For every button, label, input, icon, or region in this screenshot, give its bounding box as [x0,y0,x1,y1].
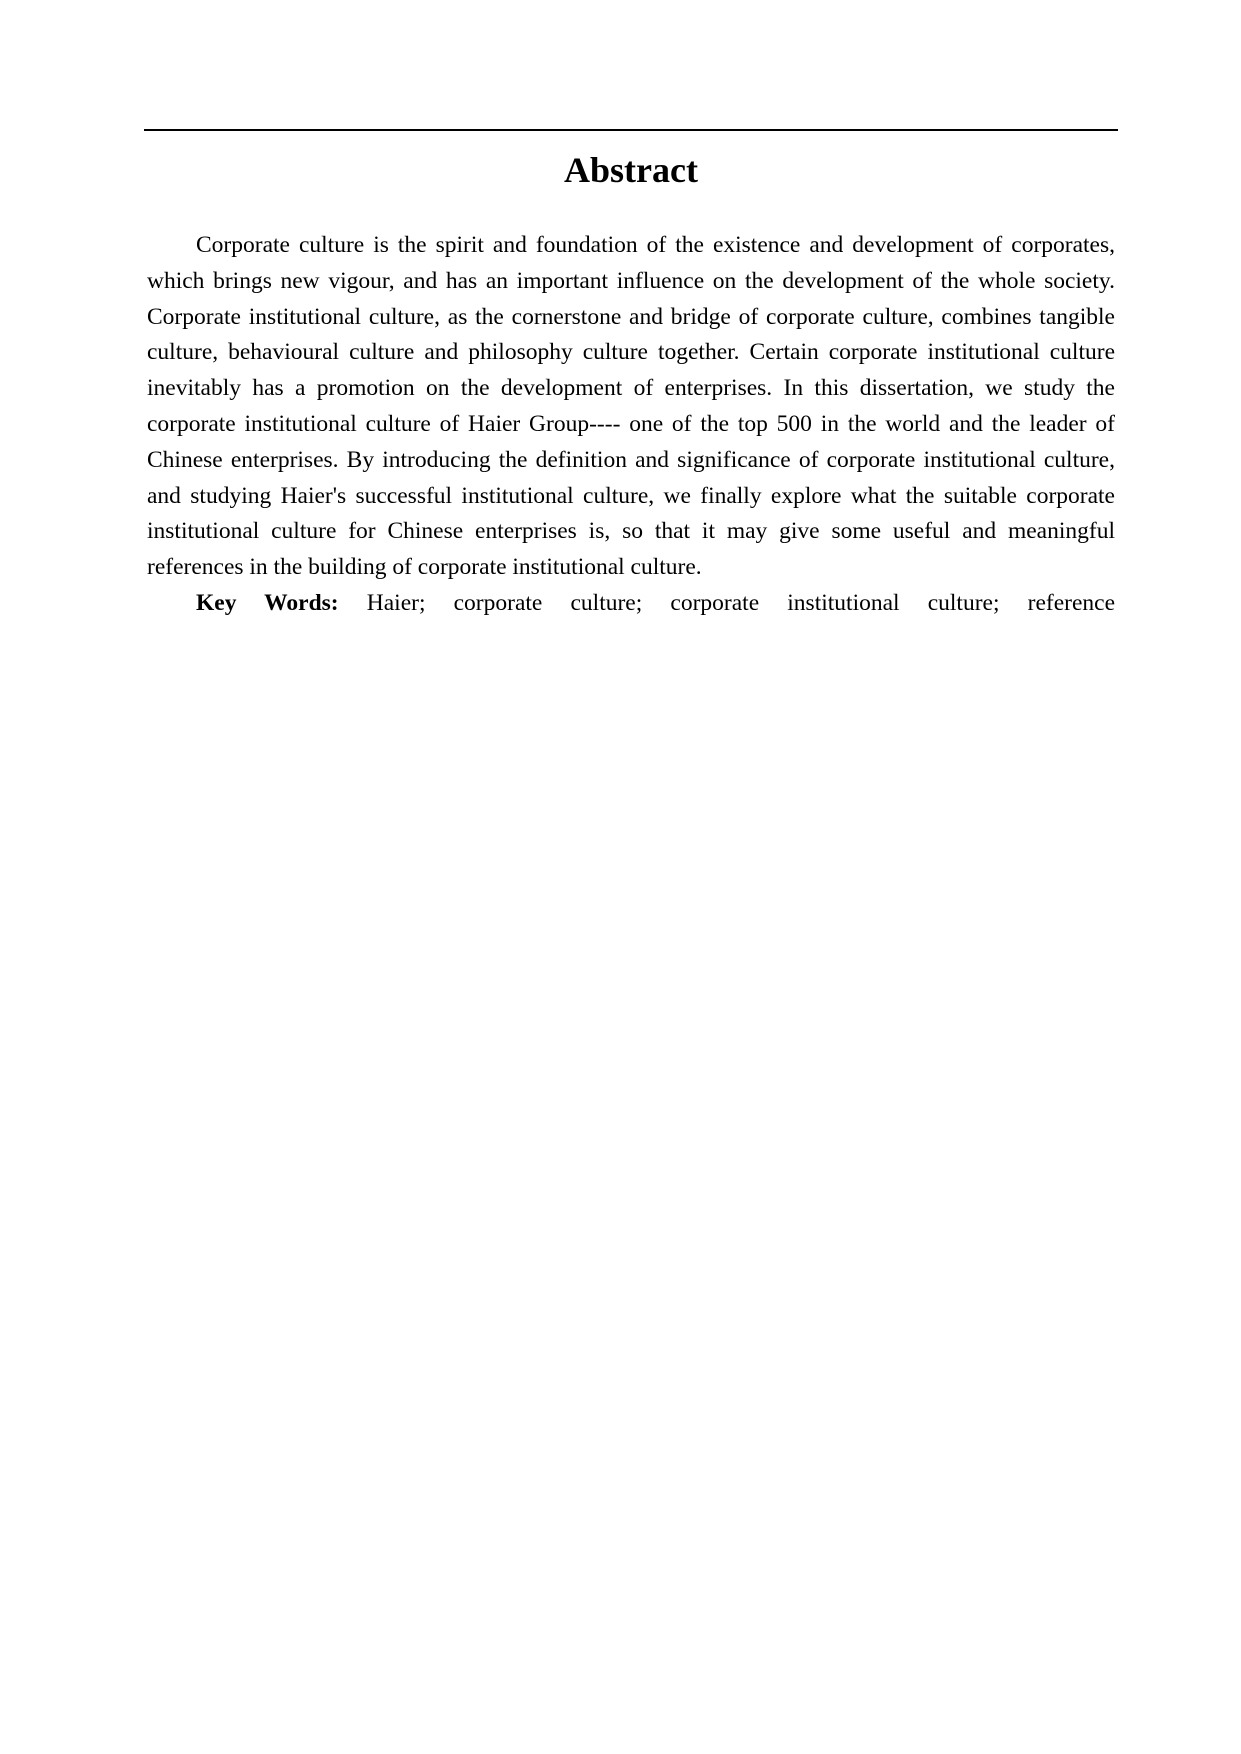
abstract-body [147,228,1115,622]
keywords-line [147,586,1115,622]
page-title: Abstract [564,150,698,190]
keywords-label: Key Words: [196,589,339,616]
header-rule [144,129,1118,131]
abstract-paragraph: Corporate culture is the spirit and foundation of the existence and development of corporates, which brings new vigour, and has an important influence on the development of the whole society. Corporate institutional culture, as the cornerstone and bridge of corporate culture, combines tangible culture, behavioural culture and philosophy culture together. Certain corporate institutional culture inevitably has a promotion on the development of enterprises. In this dissertation, we study the corporate institutional culture of Haier Group---- one of the top 500 in the world and the leader of Chinese enterprises. By introducing the definition and significance of corporate institutional culture, and studying Haier's successful institutional culture, we finally explore what the suitable corporate institutional culture for Chinese enterprises is, so that it may give some useful and meaningful references in the building of corporate institutional culture. [147,232,1115,581]
keywords-text: Haier; corporate culture; corporate institutional culture; reference [366,589,1115,616]
